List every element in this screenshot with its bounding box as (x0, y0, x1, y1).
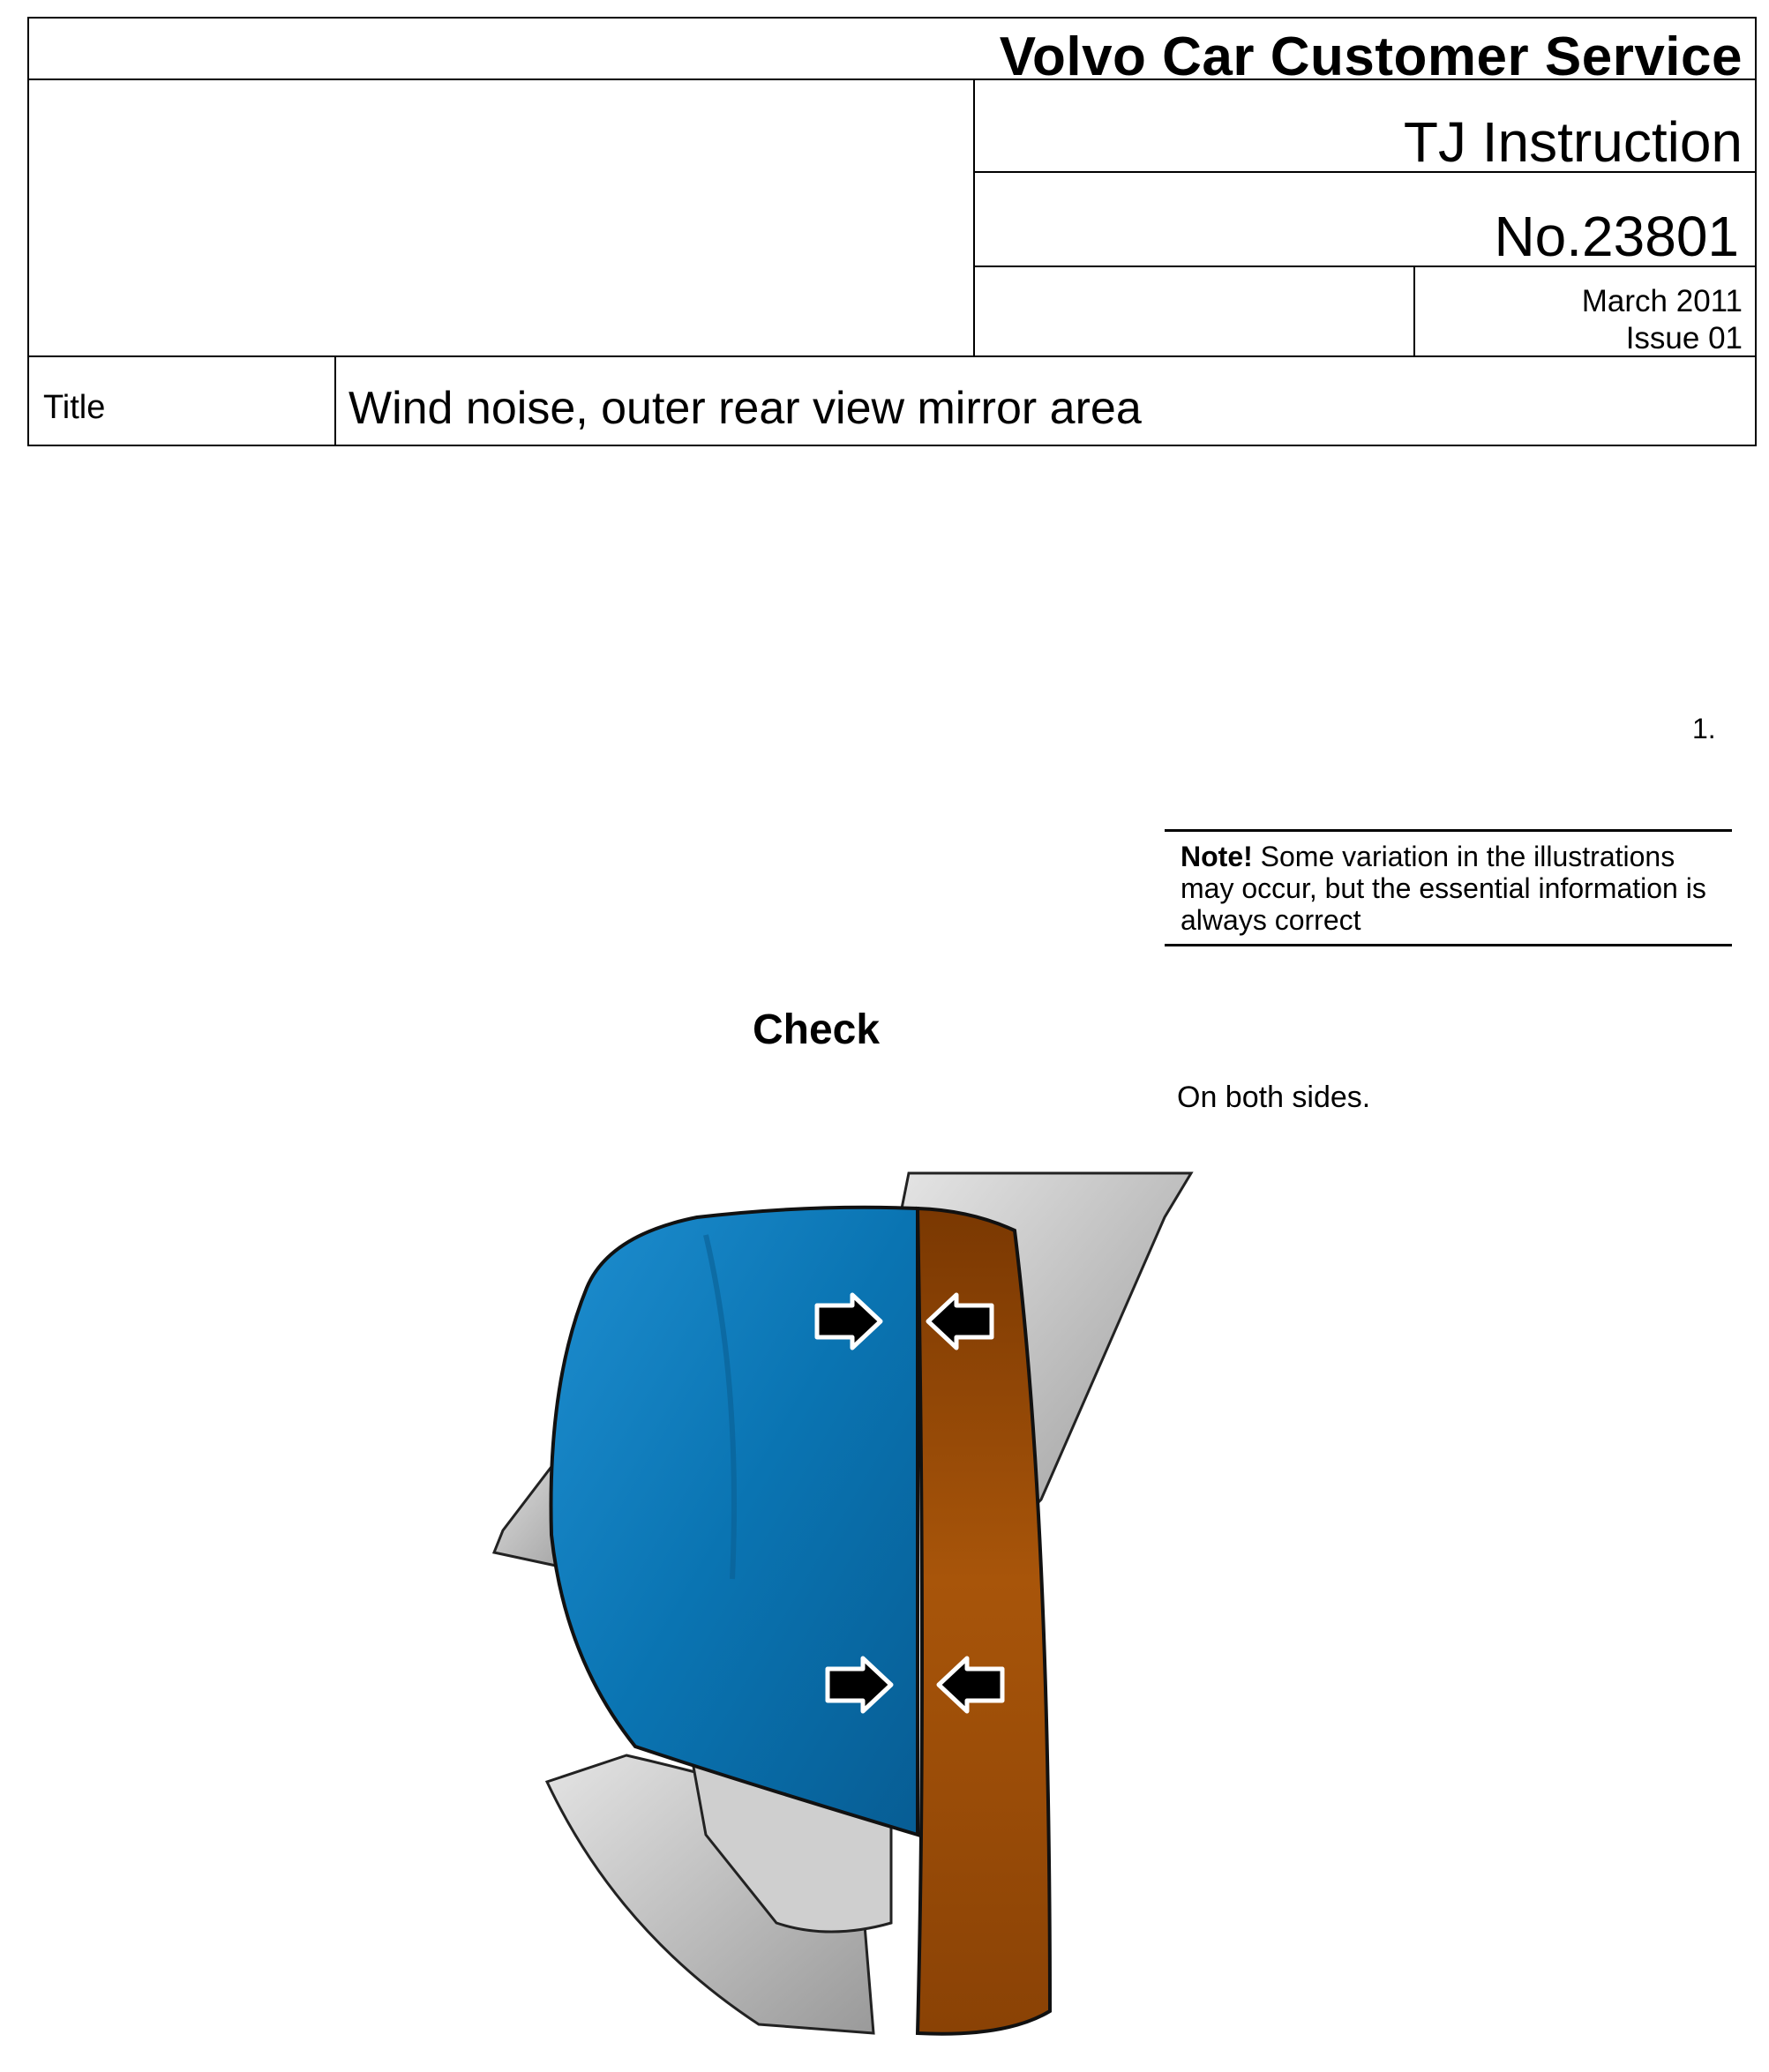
document-date-block (1582, 283, 1743, 357)
header-divider (1413, 266, 1415, 355)
step-heading: Check (753, 1006, 881, 1053)
header-table (27, 17, 1757, 446)
brand-name: Volvo Car Customer Service (999, 26, 1743, 87)
document-type: TJ Instruction (1403, 110, 1743, 174)
step-number: 1. (1692, 713, 1716, 744)
title-label: Title (43, 389, 106, 426)
mirror-illustration (476, 1164, 1200, 2046)
note-label: Note! (1181, 841, 1253, 872)
document-issue: Issue 01 (1625, 321, 1743, 355)
header-divider (29, 355, 1755, 357)
header-divider (973, 79, 975, 355)
document-title: Wind noise, outer rear view mirror area (349, 383, 1142, 434)
header-divider (334, 355, 336, 445)
step-instruction: On both sides. (1177, 1081, 1371, 1114)
document-date: March 2011 (1581, 284, 1743, 318)
note-box (1165, 829, 1732, 946)
document-number: No.23801 (1494, 205, 1739, 268)
note-text: Some variation in the illustrations may occur, but the essential information is always correct (1181, 841, 1706, 936)
